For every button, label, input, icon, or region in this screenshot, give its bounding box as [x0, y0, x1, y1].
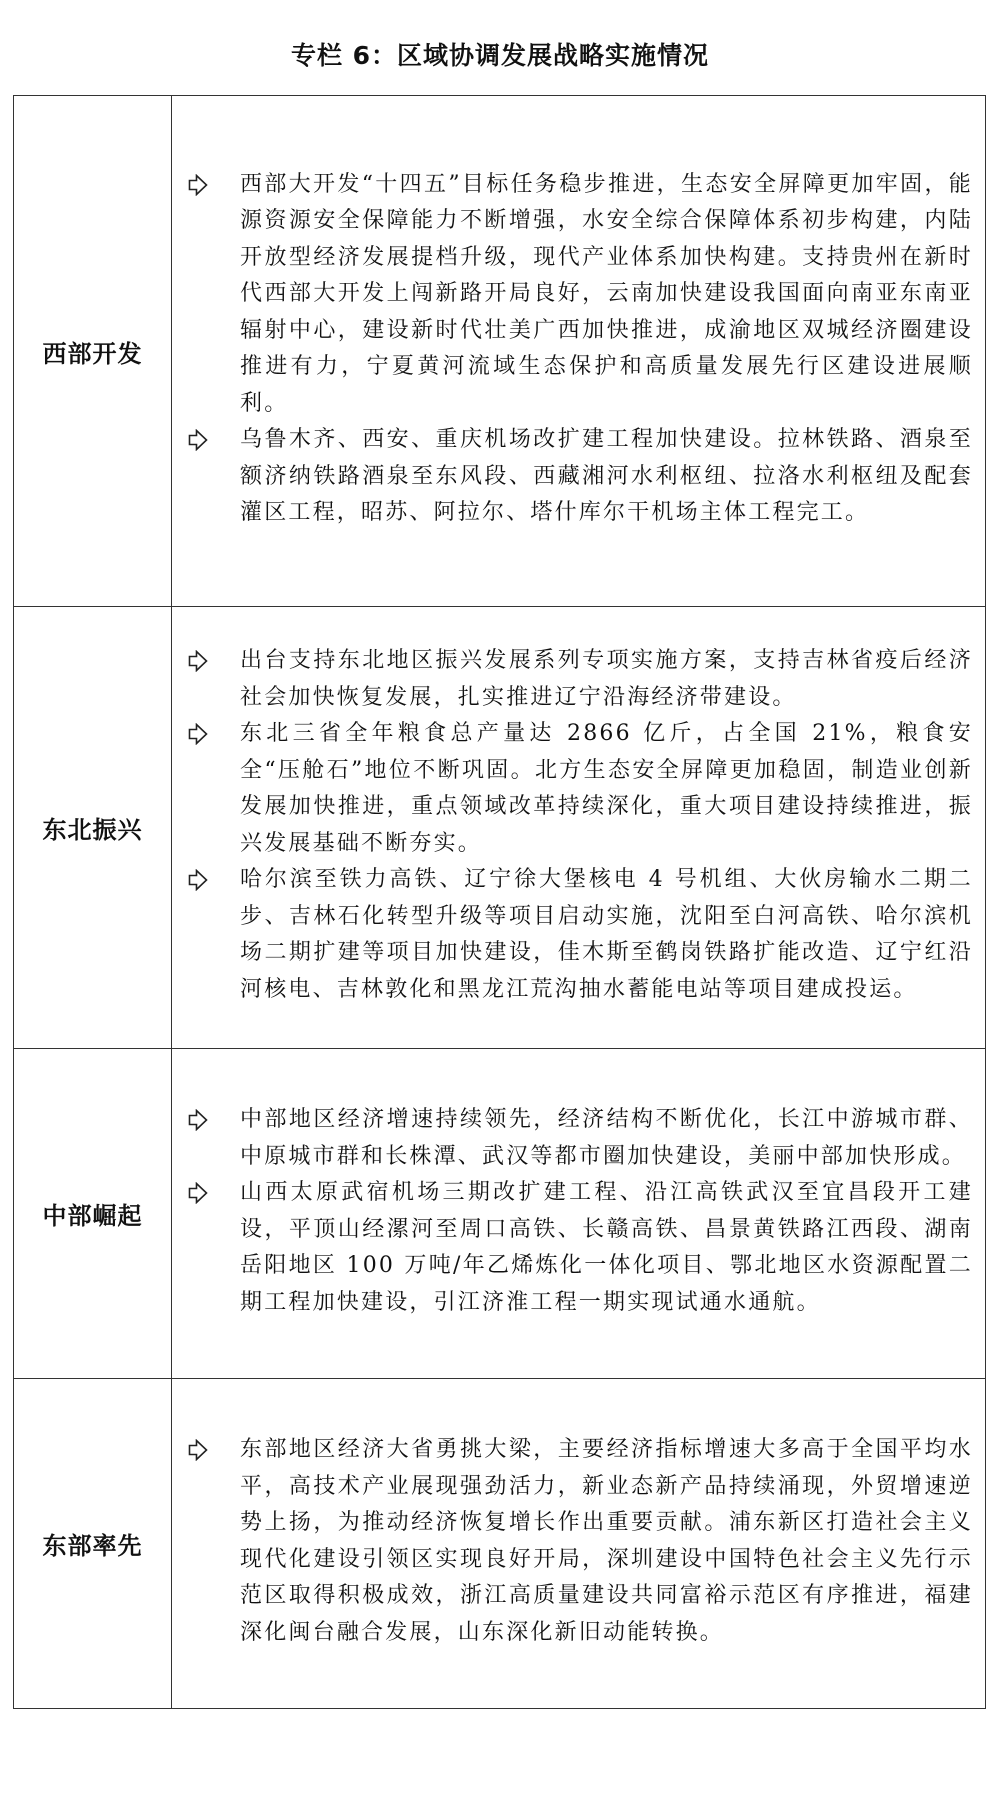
arrow-bullet-icon — [188, 1102, 240, 1138]
arrow-bullet-icon — [188, 643, 240, 679]
item-text: 西部大开发“十四五”目标任务稳步推进，生态安全屏障更加牢固，能源资源安全保障能力不断增强，水安全综合保障体系初步构建，内陆开放型经济发展提档升级，现代产业体系加快构建。支持贵州在新时代西部大开发上闯新路开局良好，云南加快建设我国面向南亚东南亚辐射中心，建设新时代壮美广西加快推进，成渝地区双城经济圈建设推进有力，宁夏黄河流域生态保护和高质量发展先行区建设进展顺利。 — [240, 171, 973, 416]
table-row — [14, 607, 986, 1049]
list-item — [188, 862, 973, 1008]
item-text: 中部地区经济增速持续领先，经济结构不断优化，长江中游城市群、中原城市群和长株潭、武汉等都市圈加快建设，美丽中部加快形成。 — [240, 1107, 973, 1169]
list-item — [188, 1102, 973, 1175]
items-cell — [172, 1379, 986, 1709]
table-row — [14, 96, 986, 607]
list-item — [188, 422, 973, 532]
region-label: 中部崛起 — [14, 1049, 172, 1379]
item-text: 东部地区经济大省勇挑大梁，主要经济指标增速大多高于全国平均水平，高技术产业展现强劲活力，新业态新产品持续涌现，外贸增速逆势上扬，为推动经济恢复增长作出重要贡献。浦东新区打造社会主义现代化建设引领区实现良好开局，深圳建设中国特色社会主义先行示范区取得积极成效，浙江高质量建设共同富裕示范区有序推进，福建深化闽台融合发展，山东深化新旧动能转换。 — [240, 1437, 973, 1645]
items-cell — [172, 96, 986, 607]
arrow-bullet-icon — [188, 1432, 240, 1468]
list-item — [188, 167, 973, 423]
list-item — [188, 643, 973, 716]
item-text: 东北三省全年粮食总产量达 2866 亿斤，占全国 21%，粮食安全“压舱石”地位不断巩固。北方生态安全屏障更加稳固，制造业创新发展加快推进，重点领域改革持续深化，重大项目建设持续推进，振兴发展基础不断夯实。 — [240, 721, 973, 856]
list-item — [188, 1432, 973, 1651]
region-table — [13, 95, 986, 1709]
arrow-bullet-icon — [188, 716, 240, 752]
region-label: 西部开发 — [14, 96, 172, 607]
list-item — [188, 716, 973, 862]
item-text: 乌鲁木齐、西安、重庆机场改扩建工程加快建设。拉林铁路、酒泉至额济纳铁路酒泉至东风段、西藏湘河水利枢纽、拉洛水利枢纽及配套灌区工程，昭苏、阿拉尔、塔什库尔干机场主体工程完工。 — [240, 427, 973, 525]
region-label: 东部率先 — [14, 1379, 172, 1709]
items-cell — [172, 607, 986, 1049]
region-label: 东北振兴 — [14, 607, 172, 1049]
table-row — [14, 1379, 986, 1709]
arrow-bullet-icon — [188, 1175, 240, 1211]
table-row — [14, 1049, 986, 1379]
list-item — [188, 1175, 973, 1321]
page-title: 专栏 6：区域协调发展战略实施情况 — [290, 41, 710, 70]
arrow-bullet-icon — [188, 167, 240, 203]
item-text: 山西太原武宿机场三期改扩建工程、沿江高铁武汉至宜昌段开工建设，平顶山经漯河至周口高铁、长赣高铁、昌景黄铁路江西段、湖南岳阳地区 100 万吨/年乙烯炼化一体化项目、鄂北地区水资源配置二期工程加快建设，引江济淮工程一期实现试通水通航。 — [240, 1180, 973, 1315]
arrow-bullet-icon — [188, 862, 240, 898]
arrow-bullet-icon — [188, 422, 240, 458]
items-cell — [172, 1049, 986, 1379]
item-text: 出台支持东北地区振兴发展系列专项实施方案，支持吉林省疫后经济社会加快恢复发展，扎实推进辽宁沿海经济带建设。 — [240, 648, 973, 710]
item-text: 哈尔滨至铁力高铁、辽宁徐大堡核电 4 号机组、大伙房输水二期二步、吉林石化转型升级等项目启动实施，沈阳至白河高铁、哈尔滨机场二期扩建等项目加快建设，佳木斯至鹤岗铁路扩能改造、辽宁红沿河核电、吉林敦化和黑龙江荒沟抽水蓄能电站等项目建成投运。 — [240, 867, 973, 1002]
